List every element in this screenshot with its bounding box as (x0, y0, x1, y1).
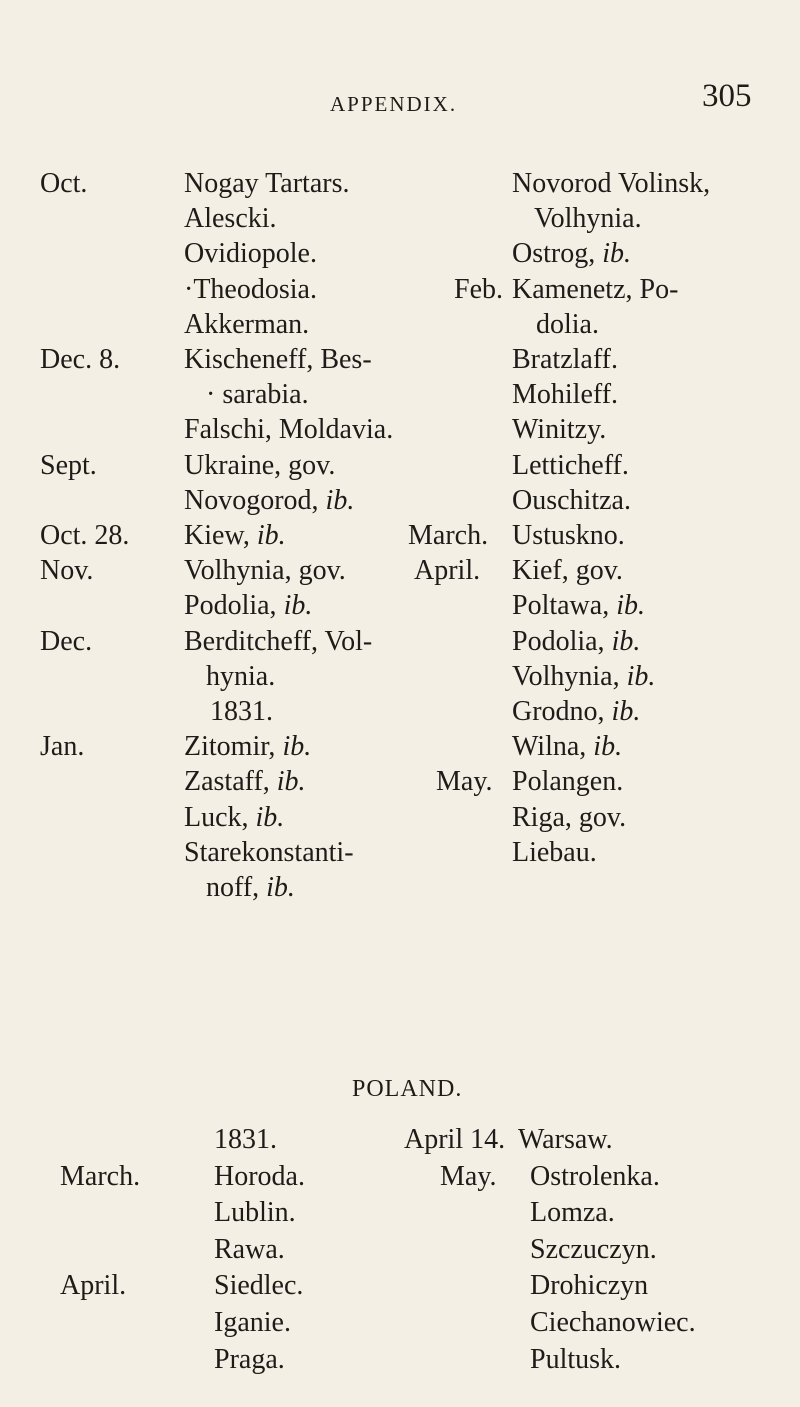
entry-date: Dec. 8. (40, 344, 121, 375)
place-name: Grodno, (512, 696, 612, 727)
entry-place (512, 625, 641, 657)
ibidem-abbrev: ib. (611, 696, 641, 727)
place-name: Akkerman. (184, 308, 310, 340)
entry-date: Sept. (40, 449, 97, 481)
ibidem-abbrev: ib. (611, 625, 641, 657)
entry-place (512, 381, 618, 409)
place-name: Letticheff. (512, 449, 629, 481)
entry-place (512, 170, 710, 198)
entry-place: Warsaw. (518, 1124, 613, 1155)
entry-place (512, 240, 631, 268)
entry-place (512, 557, 623, 585)
place-name: hynia. (206, 660, 276, 692)
entry-date: Oct. 28. (40, 520, 130, 551)
ibidem-abbrev: ib. (266, 872, 295, 903)
page-number: 305 (702, 78, 752, 114)
place-name: Kischeneff, Bes- (184, 344, 372, 375)
entry-place: Szczuczyn. (530, 1233, 657, 1265)
entry-place: Ciechanowiec. (530, 1307, 696, 1338)
ibidem-abbrev: ib. (282, 731, 312, 763)
place-name: Falschi, Moldavia. (184, 414, 394, 446)
entry-place (210, 698, 273, 726)
entry-place: 1831. (214, 1124, 277, 1155)
place-name: Polangen. (512, 766, 624, 798)
entry-place: Lublin. (214, 1197, 296, 1229)
place-name: ·Theodosia. (184, 273, 317, 305)
place-name: Berditcheff, Vol- (184, 625, 373, 657)
place-name: Zastaff, (184, 766, 277, 798)
entry-place (184, 170, 349, 198)
place-name: Wilna, (512, 731, 594, 763)
running-header: APPENDIX. (330, 92, 458, 116)
entry-place (512, 484, 631, 516)
entry-place (184, 768, 306, 796)
entry-place (512, 449, 629, 481)
ibidem-abbrev: ib. (283, 590, 313, 622)
entry-place (512, 836, 597, 868)
entry-place (184, 733, 311, 761)
place-name: Liebau. (512, 836, 597, 868)
ibidem-abbrev: ib. (256, 520, 286, 551)
entry-place (512, 416, 606, 444)
entry-place (512, 768, 623, 796)
ibidem-abbrev: ib. (626, 660, 656, 692)
entry-place (512, 733, 622, 761)
entry-place: Horoda. (214, 1160, 305, 1192)
place-name: Winitzy. (512, 414, 607, 446)
entry-place: Pultusk. (530, 1343, 622, 1375)
entry-place (512, 592, 645, 620)
entry-place (512, 698, 640, 726)
place-name: 1831. (210, 696, 273, 727)
place-name: Ostrog, (512, 238, 603, 270)
place-name: Mohileff. (512, 379, 619, 411)
place-name: Poltawa, (512, 590, 617, 622)
entry-date: May. (440, 1160, 497, 1192)
entry-place (512, 522, 625, 550)
entry-place (184, 625, 373, 657)
entry-place (206, 874, 295, 902)
place-name: Kief, gov. (512, 555, 623, 587)
entry-place (184, 801, 285, 833)
entry-place (184, 240, 317, 268)
entry-place (184, 346, 372, 374)
place-name: Podolia, (512, 625, 612, 657)
entry-place (512, 801, 627, 833)
place-name: Bratzlaff. (512, 344, 618, 375)
ibidem-abbrev: ib. (255, 801, 285, 833)
entry-place (184, 836, 354, 868)
entry-place (184, 484, 355, 516)
ibidem-abbrev: ib. (276, 766, 306, 798)
entry-date: Feb. (454, 273, 503, 305)
place-name: Ustuskno. (512, 520, 625, 551)
entry-date: March. (60, 1160, 141, 1192)
entry-place (536, 308, 599, 340)
place-name: Podolia, (184, 590, 284, 622)
place-name: Kamenetz, Po- (512, 273, 679, 305)
entry-place: Iganie. (214, 1307, 291, 1338)
ibidem-abbrev: ib. (616, 590, 645, 622)
entry-place (184, 308, 310, 340)
entry-place (206, 381, 309, 409)
entry-place (184, 273, 317, 305)
entry-date: April. (60, 1270, 127, 1302)
place-name: Kiew, (184, 520, 257, 551)
entry-place (512, 273, 679, 305)
place-name: Luck, (184, 801, 256, 833)
place-name: noff, (206, 872, 267, 903)
place-name: Riga, gov. (512, 801, 627, 833)
entry-place: Ostrolenka. (530, 1160, 660, 1192)
entry-date: March. (408, 520, 489, 551)
place-name: Ukraine, gov. (184, 449, 336, 481)
entry-date: Oct. (40, 168, 88, 199)
place-name: Novogorod, (184, 484, 326, 516)
entry-place (512, 346, 618, 374)
place-name: Alescki. (184, 203, 277, 235)
entry-place: Rawa. (214, 1233, 285, 1265)
entry-date: Nov. (40, 555, 94, 587)
entry-date: Jan. (40, 731, 85, 763)
entry-date: May. (436, 766, 493, 798)
place-name: · sarabia. (206, 379, 309, 411)
entry-place: Siedlec. (214, 1270, 304, 1302)
entry-place (534, 205, 642, 233)
entry-place: Drohiczyn (530, 1270, 649, 1302)
entry-place (184, 522, 286, 550)
entry-place: Praga. (214, 1343, 285, 1375)
entry-date: Dec. (40, 625, 93, 657)
entry-date: April 14. (404, 1124, 506, 1155)
entry-place (184, 205, 277, 233)
entry-place (206, 660, 276, 692)
place-name: Volhynia, gov. (184, 555, 346, 587)
entry-place (184, 592, 312, 620)
entry-place: Lomza. (530, 1197, 615, 1229)
entry-place (184, 416, 393, 444)
place-name: Zitomir, (184, 731, 283, 763)
place-name: Nogay Tartars. (184, 168, 350, 199)
place-name: Ovidiopole. (184, 238, 317, 270)
ibidem-abbrev: ib. (325, 484, 355, 516)
place-name: dolia. (536, 308, 599, 340)
ibidem-abbrev: ib. (602, 238, 632, 270)
ibidem-abbrev: ib. (593, 731, 623, 763)
section-heading-poland: POLAND. (352, 1076, 463, 1102)
place-name: Volhynia, (512, 660, 627, 692)
place-name: Novorod Volinsk, (512, 168, 711, 199)
entry-place (512, 660, 656, 692)
entry-place (184, 449, 336, 481)
place-name: Volhynia. (534, 203, 642, 235)
place-name: Ouschitza. (512, 484, 631, 516)
entry-date: April. (414, 555, 481, 587)
place-name: Starekonstanti- (184, 836, 354, 868)
entry-place (184, 557, 346, 585)
